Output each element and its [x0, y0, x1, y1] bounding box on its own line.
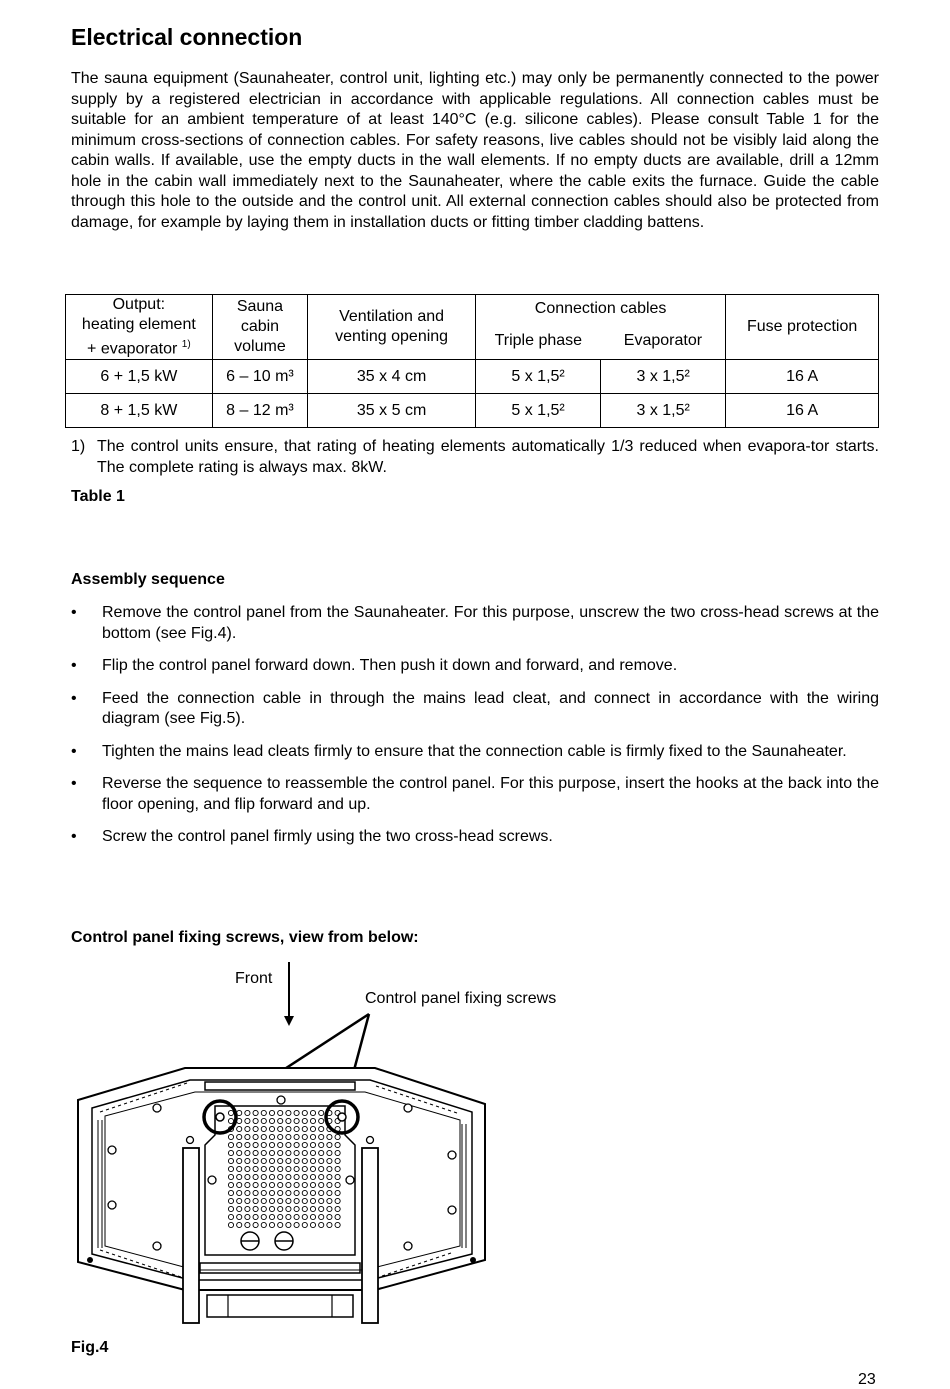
list-item: [71, 656, 879, 677]
header-volume-line1: Sauna: [236, 298, 284, 316]
table-header-row: [66, 295, 879, 324]
table-footnote: [71, 437, 879, 478]
cell-vent: 35 x 4 cm: [308, 360, 476, 394]
bullet-icon: •: [71, 657, 77, 674]
header-output-footnote-mark: 1): [181, 339, 191, 350]
header-fuse: Fuse protection: [726, 295, 879, 360]
left-fixing-screw-icon: [216, 1113, 224, 1121]
cell-volume: 8 – 12 m³: [212, 394, 307, 428]
header-vent-line1: Ventilation and: [339, 308, 445, 326]
list-item: [71, 689, 879, 730]
header-triple-phase: Triple phase: [476, 323, 601, 360]
bullet-icon: •: [71, 828, 77, 845]
bullet-icon: •: [71, 604, 77, 621]
figure-heading: Control panel fixing screws, view from below:: [71, 929, 419, 946]
header-vent-line2: venting opening: [335, 328, 449, 346]
front-label: Front: [235, 970, 273, 987]
page-number: 23: [858, 1371, 876, 1388]
assembly-heading: Assembly sequence: [71, 571, 225, 588]
header-volume-line3: volume: [234, 338, 286, 356]
control-panel-drawing: [0, 955, 520, 1330]
header-volume-line2: cabin: [240, 318, 280, 336]
cell-triple: 5 x 1,5²: [476, 394, 601, 428]
step-text: Flip the control panel forward down. Then push it down and forward, and remove.: [102, 657, 678, 674]
header-ventilation: [308, 295, 476, 360]
left-leg: [183, 1148, 199, 1323]
header-connection-cables: Connection cables: [476, 295, 726, 324]
list-item: [71, 603, 879, 644]
cell-triple: 5 x 1,5²: [476, 360, 601, 394]
cell-fuse: 16 A: [726, 394, 879, 428]
intro-paragraph: The sauna equipment (Saunaheater, control unit, lighting etc.) may only be permanently connected to the power supply by a registered electrician in accordance with applicable regulations. All connection cables must be suitable for an ambient temperature of at least 140°C (e.g. silicone cables). Please consult Table 1 for the minimum cross-sections of connection cables. For safety reasons, live cables should not be visibly laid along the cabin walls. If available, use the empty ducts in the wall elements. If no empty ducts are available, drill a 12mm hole in the cabin wall immediately next to the Saunaheater, where the cable exits the furnace. Guide the cable through this hole to the outside and the control unit. All external connection cables should also be protected from damage, for example by laying them in installation ducts or fitting timber cladding battens.: [71, 70, 879, 231]
bullet-icon: •: [71, 742, 77, 760]
figure-caption: Fig.4: [71, 1339, 109, 1356]
cell-fuse: 16 A: [726, 360, 879, 394]
connection-table: [65, 294, 879, 428]
list-item: [71, 742, 879, 763]
header-output: [66, 295, 213, 360]
foot-icon: [87, 1257, 93, 1263]
header-evaporator: Evaporator: [601, 323, 726, 360]
right-fixing-screw-icon: [338, 1113, 346, 1121]
step-text: Tighten the mains lead cleats firmly to ensure that the connection cable is firmly fixed to the Saunaheater.: [102, 742, 847, 760]
table-row: [66, 360, 879, 394]
header-volume: [212, 295, 307, 360]
list-item: [71, 827, 879, 848]
header-output-line1: Output:: [112, 296, 166, 313]
bottom-bracket: [207, 1295, 353, 1317]
list-item: [71, 774, 879, 815]
cell-output: 8 + 1,5 kW: [66, 394, 213, 428]
step-text: Screw the control panel firmly using the two cross-head screws.: [102, 828, 553, 845]
step-text: Feed the connection cable in through the mains lead cleat, and connect in accordance with the wiring diagram (see Fig.5).: [102, 689, 879, 727]
footnote-number: 1): [71, 438, 86, 455]
footnote-text: The control units ensure, that rating of heating elements automatically 1/3 reduced when evapora-tor starts. The complete rating is always max. 8kW.: [97, 438, 879, 476]
cell-volume: 6 – 10 m³: [212, 360, 307, 394]
assembly-steps-list: [71, 603, 879, 860]
screws-label: Control panel fixing screws: [365, 990, 557, 1007]
cell-output: 6 + 1,5 kW: [66, 360, 213, 394]
foot-icon: [470, 1257, 476, 1263]
bullet-icon: •: [71, 689, 77, 707]
bullet-icon: •: [71, 775, 77, 792]
cell-evap: 3 x 1,5²: [601, 360, 726, 394]
header-output-line2: heating element: [81, 316, 196, 333]
header-output-line3: + evaporator: [87, 340, 178, 358]
page-title: Electrical connection: [71, 24, 303, 50]
cell-vent: 35 x 5 cm: [308, 394, 476, 428]
table-row: [66, 394, 879, 428]
cell-evap: 3 x 1,5²: [601, 394, 726, 428]
right-leg: [362, 1148, 378, 1323]
step-text: Remove the control panel from the Saunaheater. For this purpose, unscrew the two cross-head screws at the bottom (see Fig.4).: [102, 604, 879, 642]
table-caption: Table 1: [71, 488, 125, 505]
front-arrow-head: [284, 1016, 294, 1026]
step-text: Reverse the sequence to reassemble the control panel. For this purpose, insert the hooks at the back into the floor opening, and flip forward and up.: [102, 775, 879, 813]
